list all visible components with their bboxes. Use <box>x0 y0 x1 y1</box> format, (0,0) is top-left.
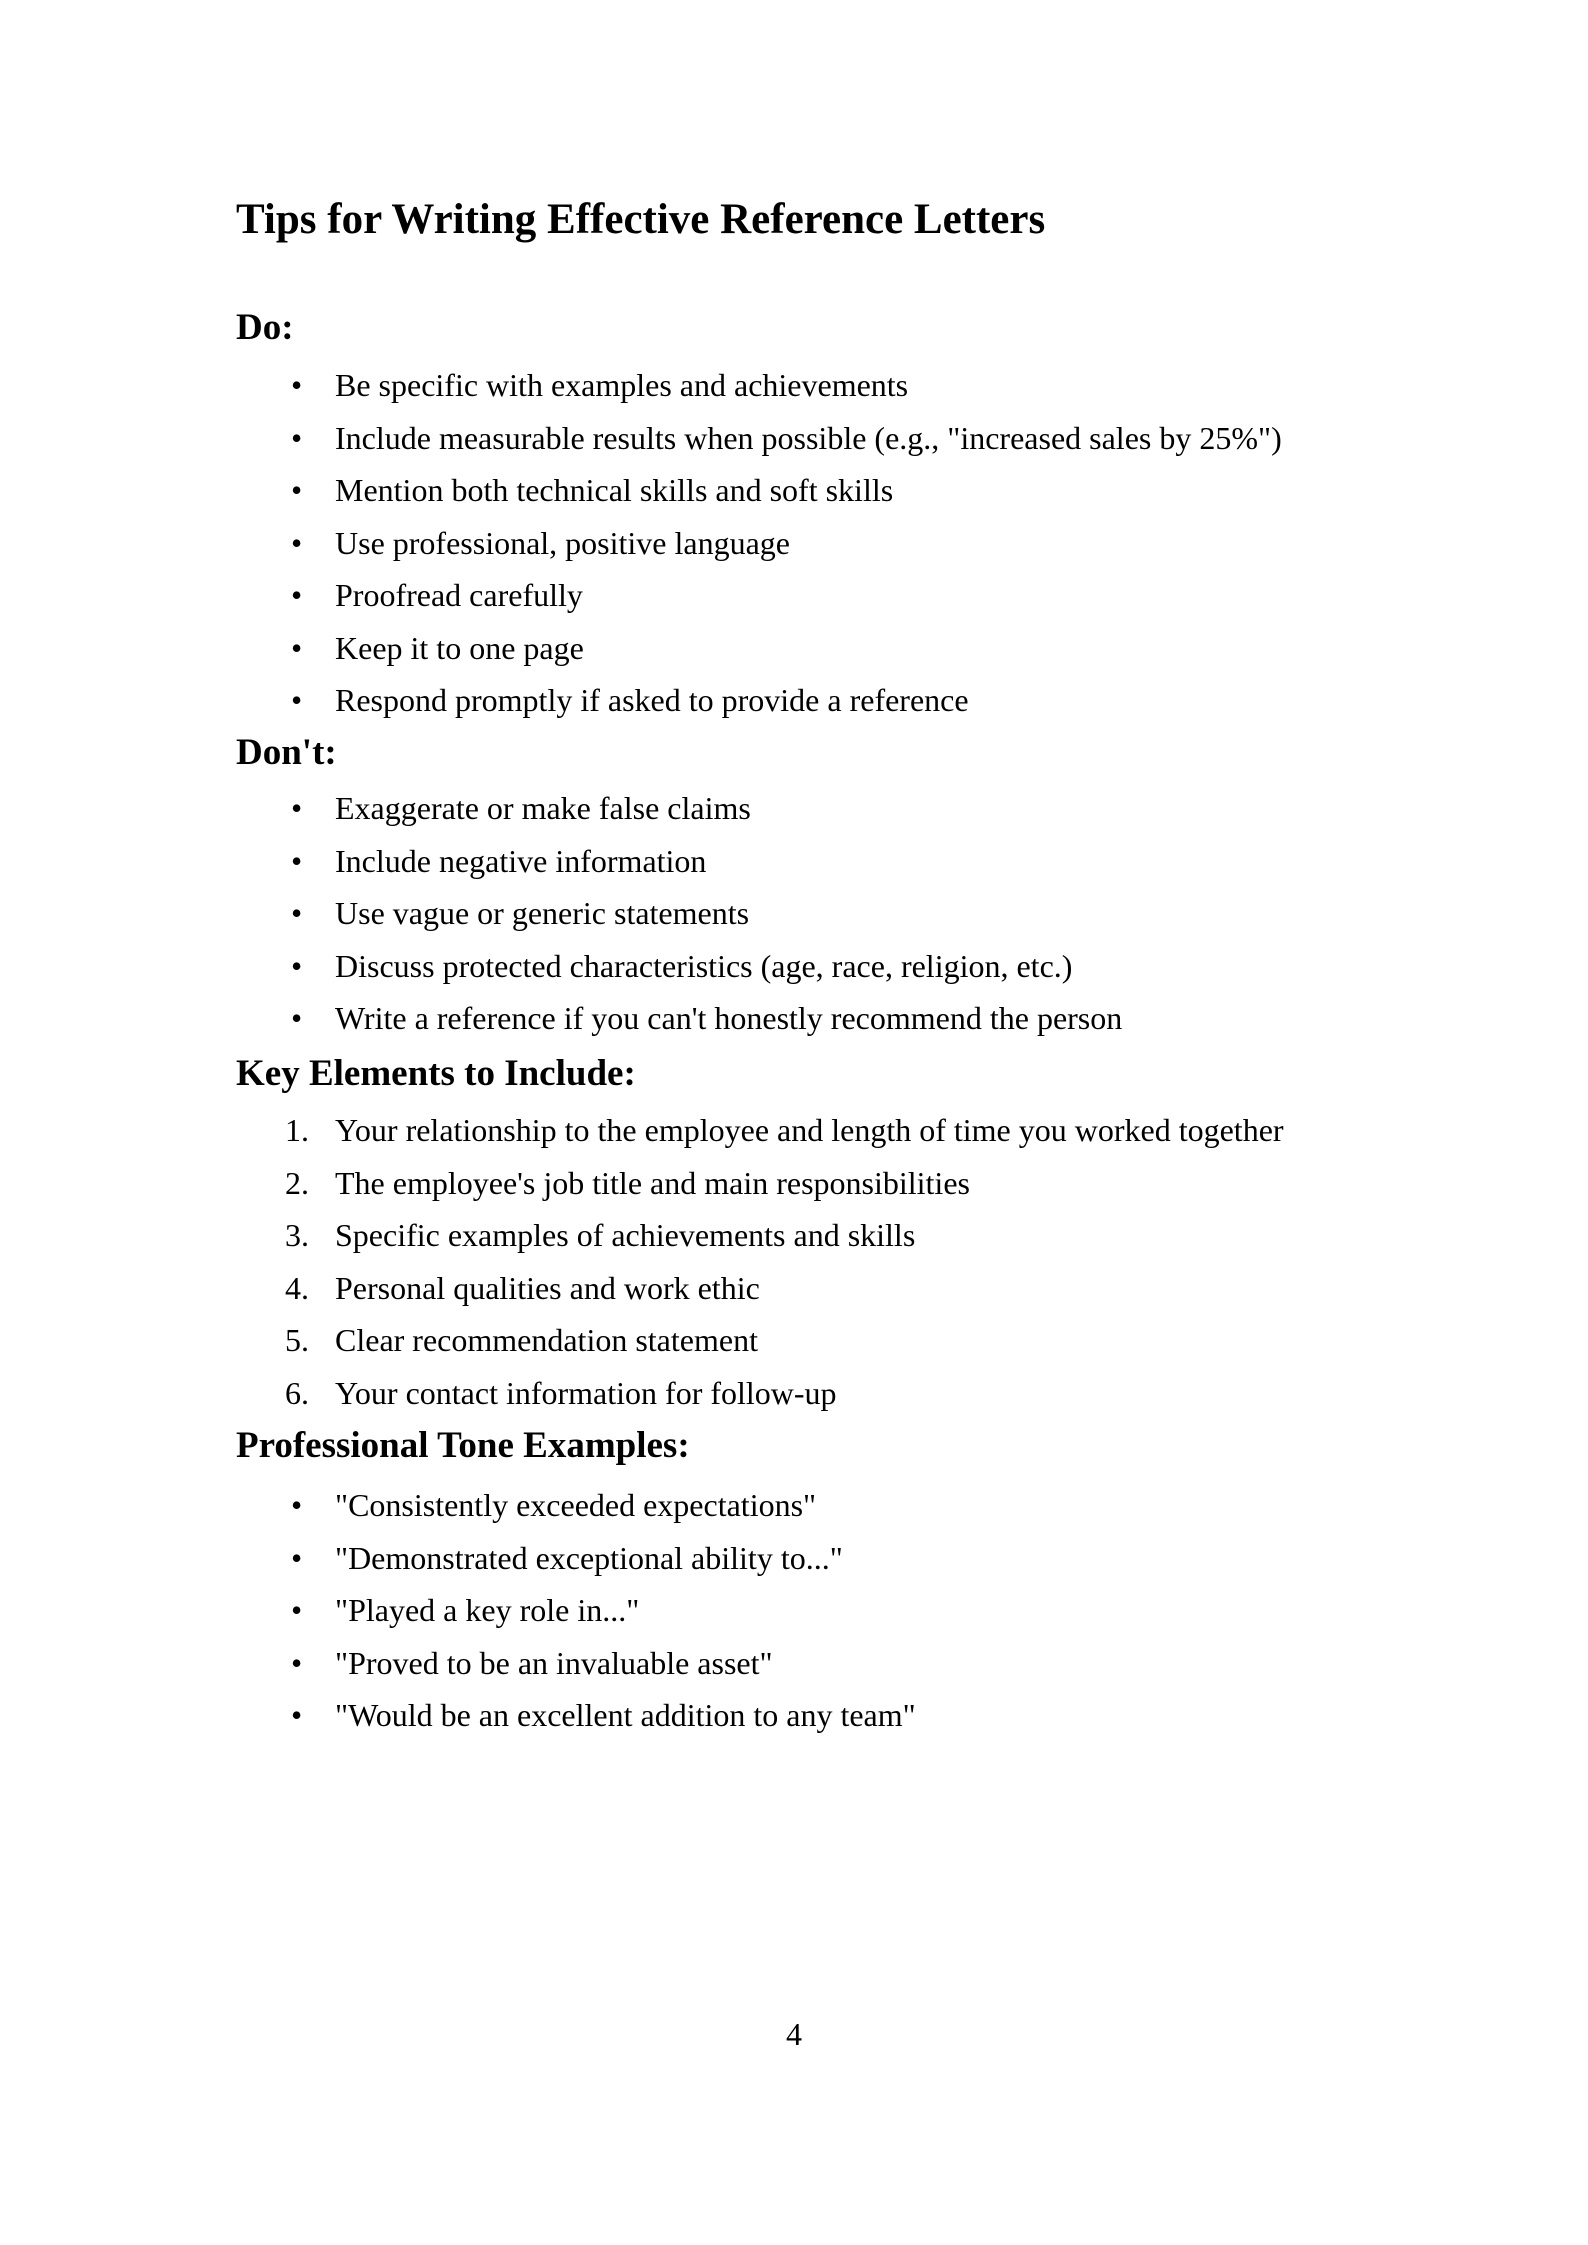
list-item <box>236 569 1508 622</box>
bullet-icon: • <box>291 790 303 826</box>
list-item-text: Use vague or generic statements <box>335 895 750 931</box>
list-item <box>236 1689 1508 1742</box>
list-item-text: "Would be an excellent addition to any team" <box>335 1697 916 1733</box>
bullet-icon: • <box>291 1697 303 1733</box>
list-item <box>236 1637 1508 1690</box>
list-item <box>236 1584 1508 1637</box>
list-item-text: Keep it to one page <box>335 629 584 666</box>
list-item-text: The employee's job title and main responsibilities <box>335 1164 970 1201</box>
list-item-text: Respond promptly if asked to provide a reference <box>335 682 969 718</box>
section-heading-key-elements: Key Elements to Include: <box>236 1053 636 1094</box>
number-label: 3. <box>285 1217 309 1253</box>
bullet-icon: • <box>291 472 303 508</box>
list-item-text: Clear recommendation statement <box>335 1322 758 1358</box>
list-item <box>236 782 1508 835</box>
list-item-text: Your contact information for follow-up <box>335 1374 837 1411</box>
bullet-icon: • <box>291 842 303 879</box>
list-item <box>236 412 1508 465</box>
page-number: 4 <box>786 2016 802 2052</box>
bullet-icon: • <box>291 947 303 984</box>
list-item-text: "Consistently exceeded expectations" <box>335 1487 817 1523</box>
list-item-text: Your relationship to the employee and length of time you worked together <box>335 1112 1284 1148</box>
list-item-text: Proofread carefully <box>335 577 583 613</box>
list-item <box>236 359 1508 412</box>
section-heading-do: Do: <box>236 307 294 348</box>
bullet-icon: • <box>291 682 303 718</box>
list-item <box>236 1532 1508 1585</box>
list-item <box>236 835 1508 888</box>
list-item-text: Discuss protected characteristics (age, race, religion, etc.) <box>335 947 1073 984</box>
list-item <box>236 1157 1508 1210</box>
number-label: 6. <box>285 1374 309 1411</box>
do-list <box>236 359 1508 727</box>
dont-list <box>236 782 1508 1045</box>
document-title: Tips for Writing Effective Reference Letters <box>236 196 1046 243</box>
list-item <box>236 887 1508 940</box>
number-label: 4. <box>285 1269 309 1306</box>
number-label: 2. <box>285 1164 309 1201</box>
list-item <box>236 674 1508 727</box>
list-item-text: Exaggerate or make false claims <box>335 790 751 826</box>
bullet-icon: • <box>291 1644 303 1681</box>
list-item <box>236 1314 1508 1367</box>
tone-examples-list <box>236 1479 1508 1742</box>
list-item-text: Include negative information <box>335 842 707 879</box>
number-label: 1. <box>285 1112 309 1148</box>
list-item <box>236 1104 1508 1157</box>
list-item-text: Write a reference if you can't honestly recommend the person <box>335 1000 1123 1036</box>
section-heading-dont: Don't: <box>236 732 337 773</box>
list-item-text: Be specific with examples and achievements <box>335 367 909 403</box>
bullet-icon: • <box>291 1539 303 1576</box>
bullet-icon: • <box>291 1592 303 1628</box>
bullet-icon: • <box>291 1000 303 1036</box>
list-item <box>236 940 1508 993</box>
list-item <box>236 1209 1508 1262</box>
section-heading-tone-examples: Professional Tone Examples: <box>236 1425 690 1466</box>
key-elements-list <box>236 1104 1508 1419</box>
list-item-text: Specific examples of achievements and skills <box>335 1217 916 1253</box>
list-item-text: "Demonstrated exceptional ability to..." <box>335 1539 843 1576</box>
list-item <box>236 1367 1508 1420</box>
list-item <box>236 1262 1508 1315</box>
list-item <box>236 622 1508 675</box>
list-item-text: "Played a key role in..." <box>335 1592 640 1628</box>
list-item <box>236 517 1508 570</box>
list-item-text: Use professional, positive language <box>335 524 790 561</box>
list-item-text: Include measurable results when possible (e.g., "increased sales by 25%") <box>335 419 1282 456</box>
number-label: 5. <box>285 1322 309 1358</box>
bullet-icon: • <box>291 1487 303 1523</box>
bullet-icon: • <box>291 419 303 456</box>
list-item <box>236 1479 1508 1532</box>
bullet-icon: • <box>291 524 303 561</box>
list-item-text: Personal qualities and work ethic <box>335 1269 760 1306</box>
bullet-icon: • <box>291 577 303 613</box>
list-item-text: "Proved to be an invaluable asset" <box>335 1644 773 1681</box>
list-item <box>236 464 1508 517</box>
bullet-icon: • <box>291 895 303 931</box>
bullet-icon: • <box>291 629 303 666</box>
bullet-icon: • <box>291 367 303 403</box>
list-item-text: Mention both technical skills and soft skills <box>335 472 894 508</box>
list-item <box>236 992 1508 1045</box>
